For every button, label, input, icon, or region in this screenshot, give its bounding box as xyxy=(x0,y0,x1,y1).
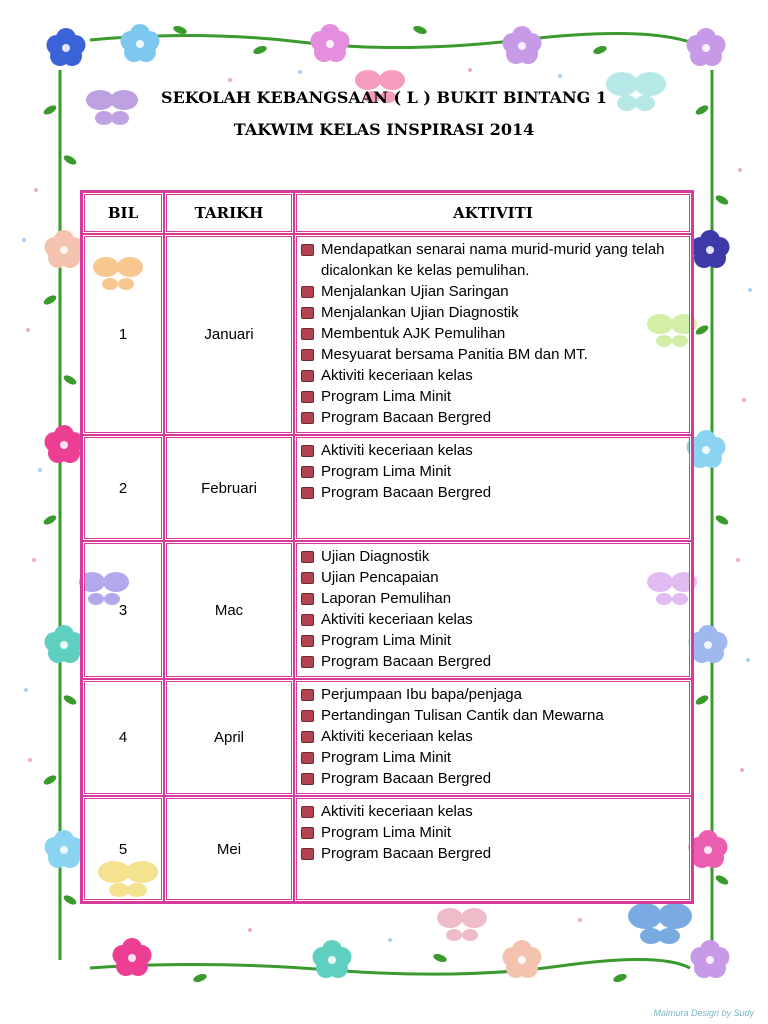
activity-item: Program Bacaan Bergred xyxy=(321,768,685,789)
activity-item: Aktiviti keceriaan kelas xyxy=(321,609,685,630)
activity-item: Aktiviti keceriaan kelas xyxy=(321,440,685,461)
row-number: 2 xyxy=(82,435,164,541)
activity-item: Program Bacaan Bergred xyxy=(321,843,685,864)
activity-item: Program Bacaan Bergred xyxy=(321,651,685,672)
row-month: Mei xyxy=(164,796,294,902)
designer-watermark: Malmura Design by Sudy xyxy=(653,1008,754,1018)
row-month: April xyxy=(164,679,294,796)
activity-item: Membentuk AJK Pemulihan xyxy=(321,323,685,344)
activity-item: Program Lima Minit xyxy=(321,747,685,768)
activity-item: Laporan Pemulihan xyxy=(321,588,685,609)
activity-list xyxy=(294,796,692,902)
activity-calendar-table xyxy=(80,190,694,904)
activity-item: Aktiviti keceriaan kelas xyxy=(321,726,685,747)
row-number: 4 xyxy=(82,679,164,796)
activity-item: Aktiviti keceriaan kelas xyxy=(321,365,685,386)
activity-item: Program Lima Minit xyxy=(321,461,685,482)
header-aktiviti: AKTIVITI xyxy=(294,192,692,234)
activity-list xyxy=(294,679,692,796)
table-row xyxy=(82,796,692,902)
activity-list xyxy=(294,435,692,541)
header-tarikh: TARIKH xyxy=(164,192,294,234)
activity-item: Program Bacaan Bergred xyxy=(321,407,685,428)
activity-item: Program Lima Minit xyxy=(321,386,685,407)
table-row xyxy=(82,541,692,679)
table-row xyxy=(82,679,692,796)
activity-list xyxy=(294,541,692,679)
activity-item: Aktiviti keceriaan kelas xyxy=(321,801,685,822)
activity-item: Program Bacaan Bergred xyxy=(321,482,685,503)
row-month: Januari xyxy=(164,234,294,435)
activity-item: Menjalankan Ujian Diagnostik xyxy=(321,302,685,323)
calendar-title: TAKWIM KELAS INSPIRASI 2014 xyxy=(233,120,535,139)
activity-list xyxy=(294,234,692,435)
table-row xyxy=(82,435,692,541)
row-month: Mac xyxy=(164,541,294,679)
activity-item: Mendapatkan senarai nama murid-murid yang telah dicalonkan ke kelas pemulihan. xyxy=(321,239,685,281)
activity-item: Pertandingan Tulisan Cantik dan Mewarna xyxy=(321,705,685,726)
row-number: 5 xyxy=(82,796,164,902)
activity-item: Mesyuarat bersama Panitia BM dan MT. xyxy=(321,344,685,365)
table-header-row xyxy=(82,192,692,234)
row-number: 3 xyxy=(82,541,164,679)
header-bil: BIL xyxy=(82,192,164,234)
activity-item: Program Lima Minit xyxy=(321,822,685,843)
activity-item: Menjalankan Ujian Saringan xyxy=(321,281,685,302)
activity-item: Perjumpaan Ibu bapa/penjaga xyxy=(321,684,685,705)
school-title: SEKOLAH KEBANGSAAN ( L ) BUKIT BINTANG 1 xyxy=(161,88,607,107)
table-row xyxy=(82,234,692,435)
activity-item: Ujian Pencapaian xyxy=(321,567,685,588)
row-number: 1 xyxy=(82,234,164,435)
activity-item: Program Lima Minit xyxy=(321,630,685,651)
activity-item: Ujian Diagnostik xyxy=(321,546,685,567)
row-month: Februari xyxy=(164,435,294,541)
